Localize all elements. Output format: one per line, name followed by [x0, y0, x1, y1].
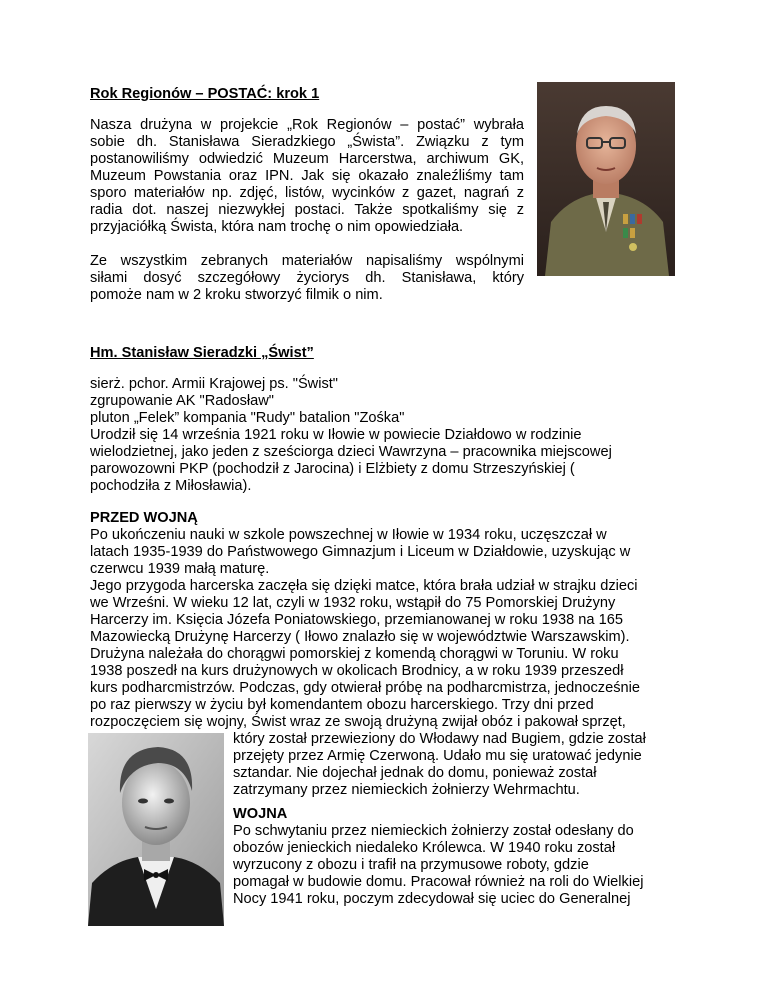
intro-paragraph: [90, 117, 524, 236]
intro-line: sobie dh. Stanisława Sieradzkiego „Śwista”. Związku z tym: [90, 134, 524, 150]
war-line: Po schwytaniu przez niemieckich żołnierzy został odesłany do: [233, 823, 634, 839]
war-line: obozów jenieckich niedaleko Królewca. W 1940 roku został: [233, 840, 616, 856]
intro-line: radia dot. naszej niezwykłej postaci. Także spotkaliśmy się z: [90, 202, 524, 218]
bio-line: pochodziła z Miłosławia).: [90, 478, 252, 494]
bio-line: parowozowni PKP (pochodził z Jarocina) i Elżbiety z domu Strzeszyńskiej (: [90, 461, 575, 477]
before-war-line: kurs podharcmistrzów. Podczas, gdy otwierał próbę na podharcmistrza, jednocześnie: [90, 680, 640, 696]
before-war-line: przejęty przez Armię Czerwoną. Udało mu się uratować jedynie: [233, 748, 642, 764]
bio-line: Urodził się 14 września 1921 roku w Iłowie w powiecie Działdowo w rodzinie: [90, 427, 582, 443]
page-heading: Rok Regionów – POSTAĆ: krok 1: [90, 86, 320, 102]
before-war-line: Mazowiecką Drużynę Harcerzy ( Iłowo znalazło się w województwie Warszawskim).: [90, 629, 630, 645]
bio-line: wielodzietnej, jako jeden z sześciorga dzieci Wawrzyna – pracownika miejscowej: [90, 444, 612, 460]
intro-line: przyjaciółką Śwista, która nam trochę o nim opowiedziała.: [90, 219, 464, 235]
section-title-before-war: PRZED WOJNĄ: [90, 510, 198, 526]
bio-line: zgrupowanie AK "Radosław": [90, 393, 274, 409]
portrait-photo-elderly: [537, 82, 675, 276]
war-line: Nocy 1941 roku, poczym zdecydował się uciec do Generalnej: [233, 891, 631, 907]
summary-line: pomoże nam w 2 kroku stworzyć filmik o nim.: [90, 287, 383, 303]
before-war-line: który został przewieziony do Włodawy nad Bugiem, gdzie został: [233, 731, 646, 747]
before-war-line: we Wrześni. W wieku 12 lat, czyli w 1932 roku, wstąpił do 75 Pomorskiej Drużyny: [90, 595, 616, 611]
before-war-line: rozpoczęciem się wojny, Świst wraz ze swoją drużyną zwijał obóz i pakował sprzęt,: [90, 714, 626, 730]
before-war-line: zatrzymany przez niemieckich żołnierzy Wehrmachtu.: [233, 782, 580, 798]
before-war-wrap-paragraph: [233, 731, 646, 799]
before-war-line: latach 1935-1939 do Państwowego Gimnazjum i Liceum w Działdowie, uzyskując w: [90, 544, 631, 560]
portrait-photo-young: [88, 733, 224, 926]
before-war-line: Harcerzy im. Księcia Józefa Poniatowskiego, przemianowanej w roku 1938 na 165: [90, 612, 623, 628]
intro-line: Muzeum Powstania oraz IPN. Jak się okazało znaleźliśmy tam: [90, 168, 524, 184]
bio-heading: Hm. Stanisław Sieradzki „Świst”: [90, 345, 314, 361]
before-war-line: czerwcu 1939 małą maturę.: [90, 561, 270, 577]
bio-line: pluton „Felek” kompania "Rudy" batalion "Zośka": [90, 410, 405, 426]
bio-paragraph: [90, 376, 612, 495]
before-war-line: Jego przygoda harcerska zaczęła się dzięki matce, która brała udział w strajku dzieci: [90, 578, 638, 594]
war-line: pomagał w budowie domu. Pracował również na roli do Wielkiej: [233, 874, 644, 890]
summary-paragraph: [90, 253, 524, 304]
section-title-war: WOJNA: [233, 806, 288, 822]
before-war-line: Drużyna należała do chorągwi pomorskiej z komendą chorągwi w Toruniu. W roku: [90, 646, 619, 662]
intro-line: sporo materiałów np. zdjęć, listów, wycinków z gazet, nagrań z: [90, 185, 524, 201]
before-war-line: 1938 poszedł na kurs drużynowych w okolicach Brodnicy, a w roku 1939 przeszedł: [90, 663, 624, 679]
intro-line: Nasza drużyna w projekcie „Rok Regionów – postać” wybrała: [90, 117, 524, 133]
summary-line: Ze wszystkim zebranych materiałów napisaliśmy wspólnymi: [90, 253, 524, 269]
before-war-line: po raz pierwszy w życiu był komendantem obozu harcerskiego. Trzy dni przed: [90, 697, 594, 713]
intro-line: postanowiliśmy odwiedzić Muzeum Harcerstwa, archiwum GK,: [90, 151, 524, 167]
war-line: wyrzucony z obozu i trafił na przymusowe roboty, gdzie: [233, 857, 589, 873]
before-war-line: sztandar. Nie dojechał jednak do domu, ponieważ został: [233, 765, 597, 781]
summary-line: siłami dosyć szczegółowy życiorys dh. Stanisława, który: [90, 270, 524, 286]
bio-line: sierż. pchor. Armii Krajowej ps. "Świst": [90, 376, 338, 392]
war-paragraph: [233, 823, 643, 908]
before-war-paragraph: [90, 527, 640, 731]
before-war-line: Po ukończeniu nauki w szkole powszechnej w Iłowie w 1934 roku, uczęszczał w: [90, 527, 607, 543]
